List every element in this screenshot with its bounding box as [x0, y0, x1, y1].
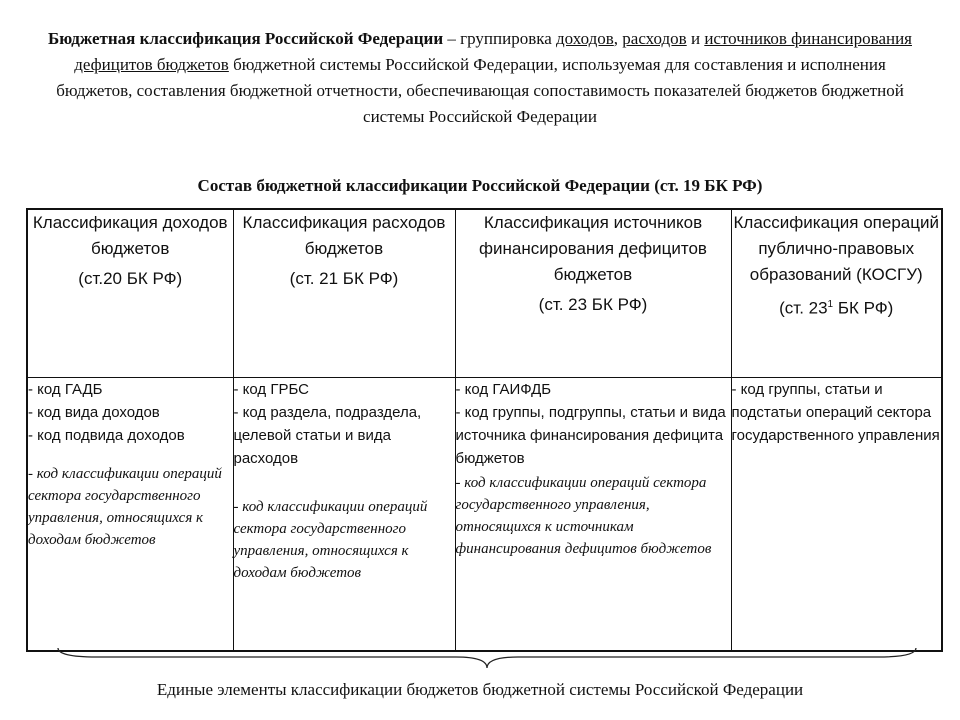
header-ref: (ст. 21 БК РФ) — [289, 269, 399, 288]
header-title: Классификация операций публично-правовых образований (КОСГУ) — [733, 213, 939, 284]
header-expense — [233, 209, 455, 377]
brace-path — [58, 648, 916, 668]
table-title: Состав бюджетной классификации Российской Федерации (ст. 19 БК РФ) — [197, 176, 763, 195]
intro-income: доходов — [556, 29, 614, 48]
list-item: - код группы, подгруппы, статьи и вида источника финансирования дефицита бюджетов — [455, 403, 726, 467]
list-item: - код ГРБС — [233, 380, 309, 398]
list-item: - код вида доходов — [28, 403, 160, 421]
header-title: Классификация доходов бюджетов — [32, 213, 228, 258]
footer-caption: Единые элементы классификации бюджетов бюджетной системы Российской Федерации — [156, 680, 804, 699]
header-row — [27, 209, 942, 377]
body-income — [27, 377, 233, 651]
intro-expense: расходов — [622, 29, 687, 48]
intro-rest: бюджетной системы Российской Федерации, используемая для составления и исполнения бюджетов, составления бюджетной отчетности, обеспечивающая сопоставимость показателей бюджетов бюджетной системы Российской Федерации — [56, 55, 904, 126]
italic-note: - код классификации операций сектора государственного управления, относящихся к доходам бюджетов — [233, 498, 428, 581]
header-sources — [455, 209, 731, 377]
ref-tail: БК РФ) — [833, 298, 894, 318]
body-expense — [233, 377, 455, 651]
ref-main: (ст. 23 — [779, 298, 828, 318]
header-ref — [732, 292, 942, 322]
body-kosgu — [731, 377, 942, 651]
list-item: - код подвида доходов — [28, 426, 185, 444]
classification-table — [26, 208, 943, 652]
list-item: - код группы, статьи и подстатьи операций сектора государственного управления — [731, 380, 940, 444]
intro-paragraph — [40, 26, 920, 130]
italic-note: - код классификации операций сектора государственного управления, относящихся к источникам финансирования дефицитов бюджетов — [455, 474, 712, 557]
header-kosgu — [731, 209, 942, 377]
body-sources — [455, 377, 731, 651]
italic-note: - код классификации операций сектора государственного управления, относящихся к доходам бюджетов — [28, 465, 222, 548]
header-ref: (ст.20 БК РФ) — [78, 269, 183, 288]
intro-comma: , — [613, 29, 623, 48]
list-item: - код ГАИФДБ — [455, 380, 552, 398]
body-row — [27, 377, 942, 651]
intro-dash: – группировка — [443, 29, 557, 48]
list-item: - код ГАДБ — [28, 380, 103, 398]
curly-brace — [56, 646, 918, 670]
header-ref: (ст. 23 БК РФ) — [538, 295, 648, 314]
header-title: Классификация источников финансирования дефицитов бюджетов — [479, 213, 707, 284]
list-item: - код раздела, подраздела, целевой статьи и вида расходов — [233, 403, 422, 467]
intro-sources: источников финансирования дефицитов бюджетов — [74, 29, 912, 74]
intro-term: Бюджетная классификация Российской Федерации — [47, 29, 444, 48]
header-income — [27, 209, 233, 377]
header-title: Классификация расходов бюджетов — [242, 213, 446, 258]
ref-sup: 1 — [827, 299, 834, 310]
intro-and: и — [686, 29, 705, 48]
